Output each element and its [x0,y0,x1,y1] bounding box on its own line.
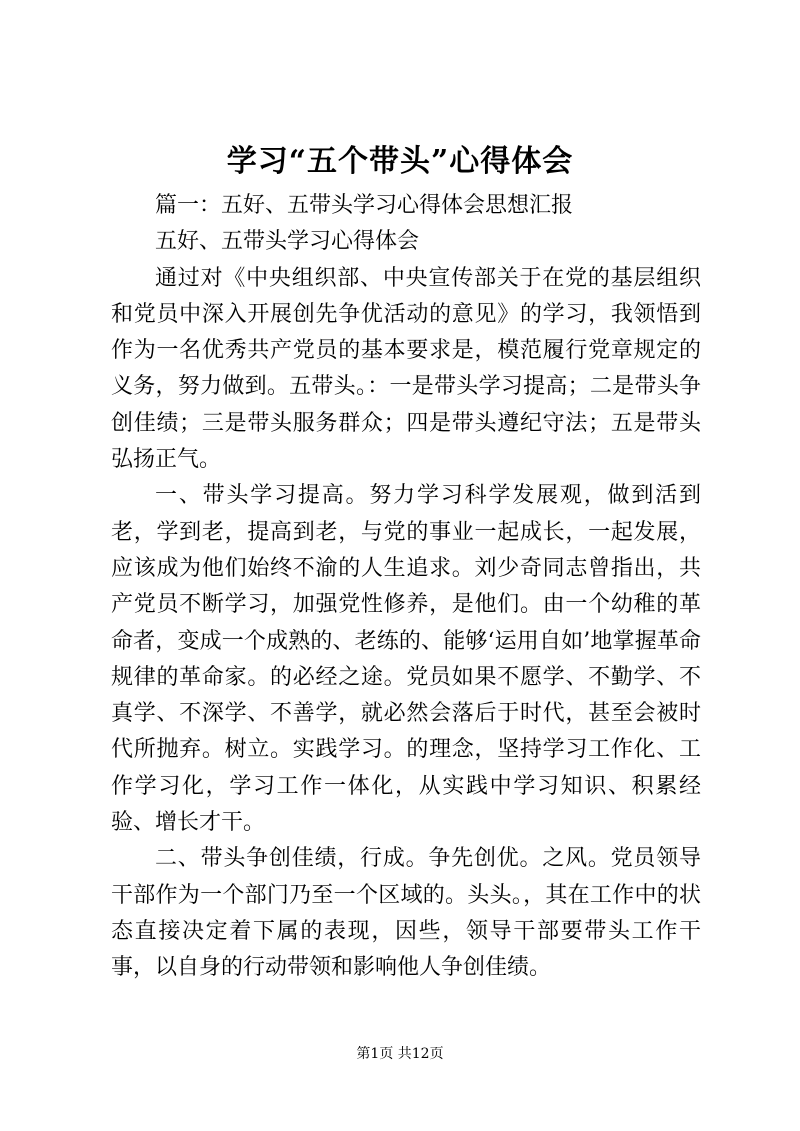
paragraph-point-2: 二、带头争创佳绩，行成。争先创优。之风。党员领导干部作为一个部门乃至一个区域的。头头。，其在工作中的状态直接决定着下属的表现，因些，领导干部要带头工作干事，以自身的行动带领和影响他人争创佳绩。 [111,846,701,981]
page-number-footer: 第1页 共12页 [356,1046,444,1062]
paragraph-point-1: 一、带头学习提高。努力学习科学发展观，做到活到老，学到老，提高到老，与党的事业一起成长，一起发展，应该成为他们始终不渝的人生追求。刘少奇同志曾指出，共产党员不断学习，加强党性修养，是他们。由一个幼稚的革命者，变成一个成熟的、老练的、能够‘运用自如’地掌握革命规律的革命家。的必经之途。党员如果不愿学、不勤学、不真学、不深学、不善学，就必然会落后于时代，甚至会被时代所抛弃。树立。实践学习。的理念，坚持学习工作化、工作学习化，学习工作一体化，从实践中学习知识、积累经验、增长才干。 [111,483,701,836]
paragraph-intro: 通过对《中央组织部、中央宣传部关于在党的基层组织和党员中深入开展创先争优活动的意见》的学习，我领悟到作为一名优秀共产党员的基本要求是，模范履行党章规定的义务，努力做到。五带头。：一是带头学习提高；二是带头争创佳绩；三是带头服务群众；四是带头遵纪守法；五是带头弘扬正气。 [111,265,701,473]
paragraph-subheading: 五好、五带头学习心得体会 [155,229,420,255]
document-title: 学习“五个带头”心得体会 [226,144,574,179]
paragraph-heading-part1: 篇一：五好、五带头学习心得体会思想汇报 [155,193,574,218]
document-body [111,188,701,987]
